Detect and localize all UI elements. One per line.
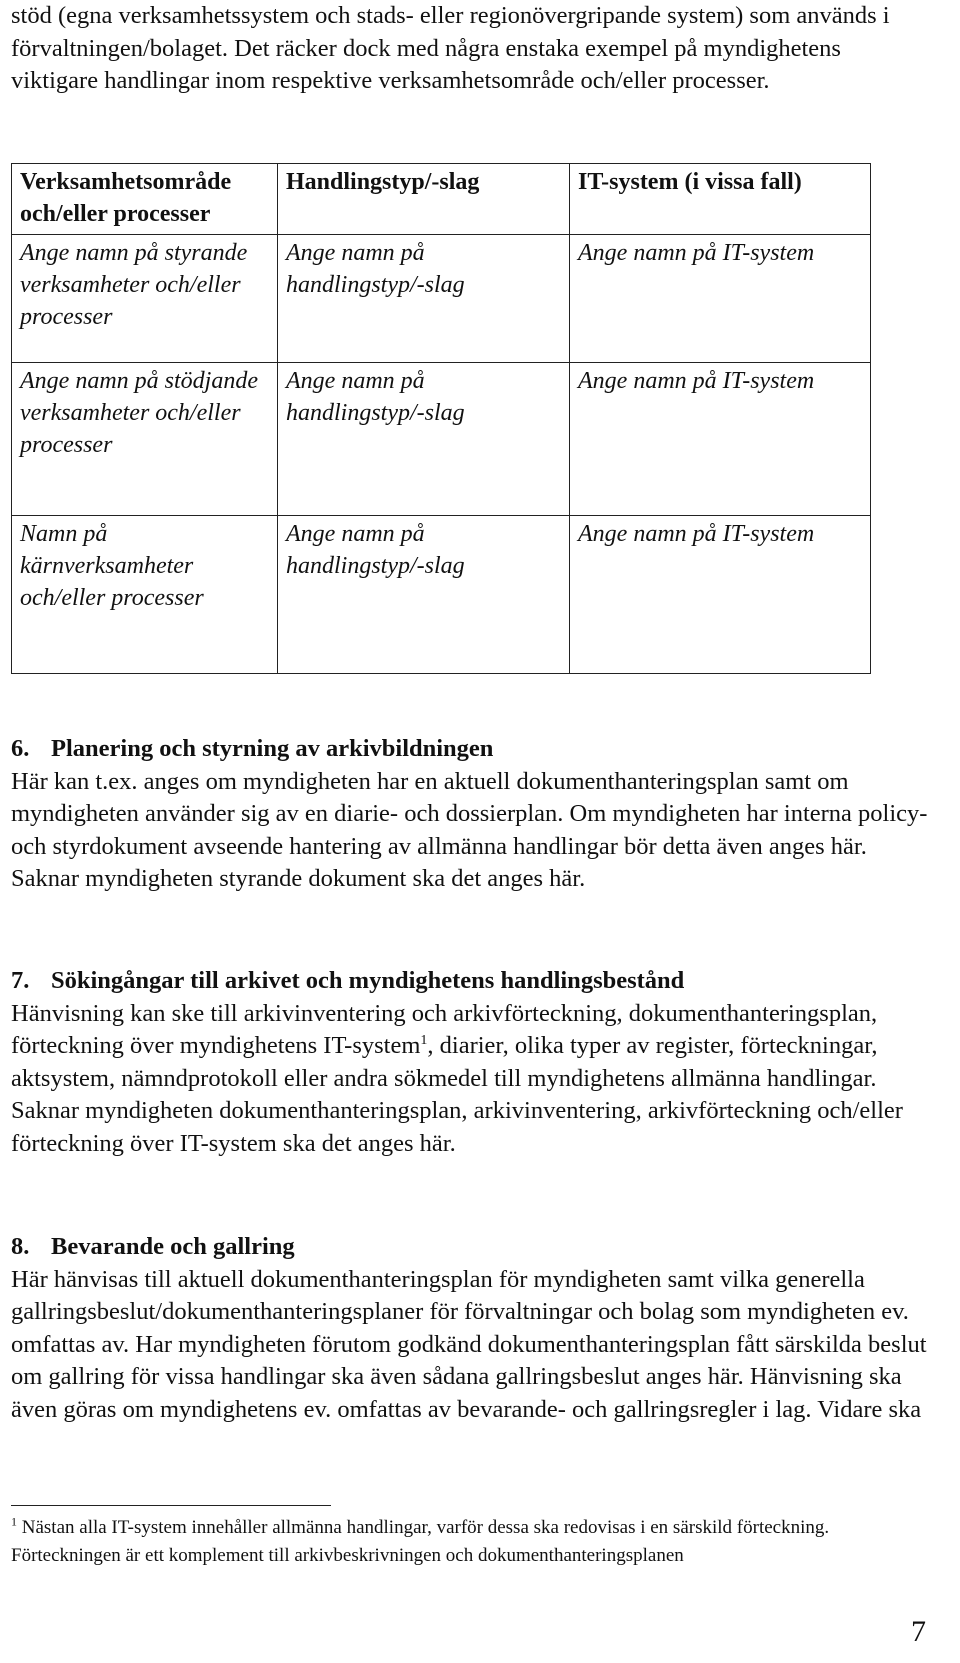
section-title: Planering och styrning av arkivbildningen	[51, 735, 494, 762]
table-cell: Ange namn på IT-system	[570, 363, 871, 516]
section-heading	[11, 965, 936, 998]
table-cell: Ange namn på styrande verksamheter och/eller processer	[12, 235, 278, 363]
table-cell: Namn på kärnverksamheter och/eller processer	[12, 516, 278, 674]
table-header-cell: Handlingstyp/-slag	[278, 164, 570, 235]
section-body: Här hänvisas till aktuell dokumenthanteringsplan för myndigheten samt vilka generella gallringsbeslut/dokumenthanteringsplaner för förvaltningar och bolag som myndigheten ev. omfattas av. Har myndigheten förutom godkänd dokumenthanteringsplan fått särskilda beslut om gallring för vissa handlingar ska även sådana gallringsbeslut anges här. Hänvisning ska även göras om myndighetens ev. omfattas av bevarande- och gallringsregler i lag. Vidare ska	[11, 1265, 927, 1423]
section-heading	[11, 1231, 936, 1264]
table-row	[12, 516, 871, 674]
section-body	[11, 998, 936, 1161]
section-planning	[11, 733, 936, 896]
table-cell: Ange namn på IT-system	[570, 235, 871, 363]
section-number: 6.	[11, 735, 30, 762]
page-number: 7	[911, 1615, 926, 1648]
table-cell: Ange namn på handlingstyp/-slag	[278, 516, 570, 674]
footnote-text: Nästan alla IT-system innehåller allmänna handlingar, varför dessa ska redovisas i en särskild förteckning. Förteckningen är ett komplement till arkivbeskrivningen och dokumenthanteringsplanen	[11, 1517, 830, 1566]
table-header-cell: Verksamhetsområde och/eller processer	[12, 164, 278, 235]
section-preservation	[11, 1231, 936, 1426]
footnote	[11, 1514, 931, 1570]
footnote-reference[interactable]: 1	[420, 1032, 428, 1048]
table-header-cell: IT-system (i vissa fall)	[570, 164, 871, 235]
footnote-marker: 1	[11, 1514, 17, 1529]
section-body-text: Hänvisning kan ske till arkivinventering och arkivförteckning, dokumenthanteringsplan, förteckning över myndighetens IT-system	[11, 999, 878, 1059]
section-number: 8.	[11, 1233, 30, 1260]
section-body-text: , diarier, olika typer av register, förteckningar, aktsystem, nämndprotokoll eller andra sökmedel till myndighetens allmänna handlingar. Saknar myndigheten dokumenthanteringsplan, arkivinventering, arkivförteckning och/eller förteckning över IT-system ska det anges här.	[11, 1032, 903, 1157]
table-row	[12, 235, 871, 363]
records-table	[11, 163, 871, 674]
table-header-row	[12, 164, 871, 235]
section-search-entries	[11, 965, 936, 1160]
section-heading	[11, 733, 936, 766]
section-title: Sökingångar till arkivet och myndighetens handlingsbestånd	[51, 967, 685, 994]
table-cell: Ange namn på handlingstyp/-slag	[278, 363, 570, 516]
section-title: Bevarande och gallring	[51, 1233, 295, 1260]
footnote-divider	[11, 1505, 331, 1506]
intro-paragraph: stöd (egna verksamhetssystem och stads- eller regionövergripande system) som används i förvaltningen/bolaget. Det räcker dock med några enstaka exempel på myndighetens viktigare handlingar inom respektive verksamhetsområde och/eller processer.	[11, 2, 890, 94]
section-number: 7.	[11, 967, 30, 994]
section-body: Här kan t.ex. anges om myndigheten har en aktuell dokumenthanteringsplan samt om myndigheten använder sig av en diarie- och dossierplan. Om myndigheten har interna policy- och styrdokument avseende hantering av allmänna handlingar bör detta även anges här. Saknar myndigheten styrande dokument ska det anges här.	[11, 767, 928, 892]
table-cell: Ange namn på IT-system	[570, 516, 871, 674]
table-cell: Ange namn på stödjande verksamheter och/eller processer	[12, 363, 278, 516]
table-cell: Ange namn på handlingstyp/-slag	[278, 235, 570, 363]
table-row	[12, 363, 871, 516]
